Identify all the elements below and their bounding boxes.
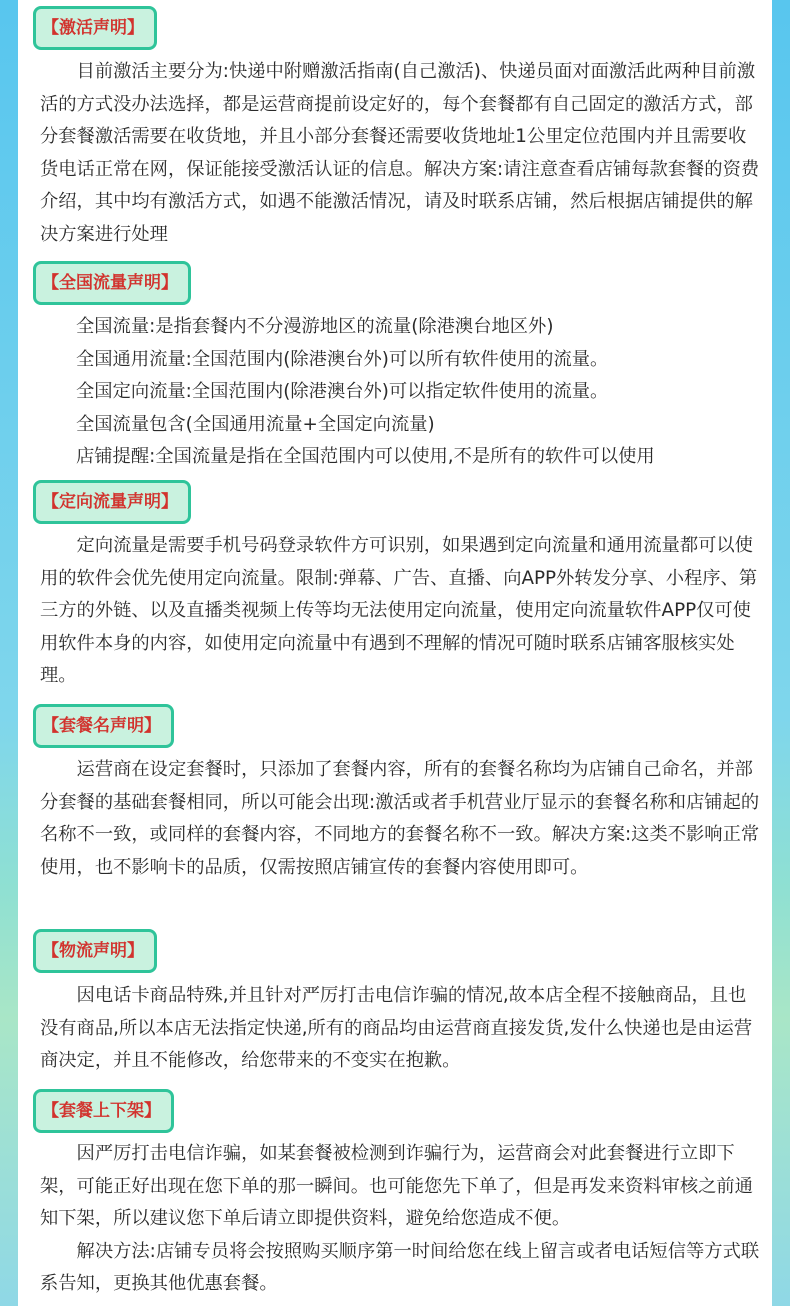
national-line-2: 全国通用流量:全国范围内(除港澳台外)可以所有软件使用的流量。 xyxy=(76,348,609,370)
plan-name-body: 运营商在设定套餐时，只添加了套餐内容，所有的套餐名称均为店铺自己命名，并部分套餐的基础套餐相同，所以可能会出现:激活或者手机营业厅显示的套餐名称和店铺起的名称不一致，或同样的套餐内容，不同地方的套餐名称不一致。解决方案:这类不影响正常使用，也不影响卡的品质，仅需按照店铺宣传的套餐内容使用即可。 xyxy=(40,759,760,878)
section-title-logistics: 【物流声明】 xyxy=(33,929,157,973)
logistics-body: 因电话卡商品特殊,并且针对严厉打击电信诈骗的情况,故本店全程不接触商品，且也没有商品,所以本店无法指定快递,所有的商品均由运营商直接发货,发什么快递也是由运营商决定，并且不能修改，给您带来的不变实在抱歉。 xyxy=(40,985,753,1071)
activation-body: 目前激活主要分为:快递中附赠激活指南(自己激活)、快递员面对面激活此两种目前激活的方式没办法选择，都是运营商提前设定好的，每个套餐都有自己固定的激活方式，部分套餐激活需要在收货地，并且小部分套餐还需要收货地址1公里定位范围内并且需要收货电话正常在网，保证能接受激活认证的信息。解决方案:请注意查看店铺每款套餐的资费介绍，其中均有激活方式，如遇不能激活情况，请及时联系店铺，然后根据店铺提供的解决方案进行处理 xyxy=(40,61,760,245)
national-line-4: 全国流量包含(全国通用流量+全国定向流量) xyxy=(76,413,435,435)
national-line-1: 全国流量:是指套餐内不分漫游地区的流量(除港澳台地区外) xyxy=(76,316,554,337)
section-title-activation: 【激活声明】 xyxy=(33,6,157,50)
national-line-3: 全国定向流量:全国范围内(除港澳台外)可以指定软件使用的流量。 xyxy=(76,381,609,402)
national-line-5: 店铺提醒:全国流量是指在全国范围内可以使用,不是所有的软件可以使用 xyxy=(76,446,655,467)
plan-shelf-body: 因严厉打击电信诈骗，如某套餐被检测到诈骗行为，运营商会对此套餐进行立即下架，可能正好出现在您下单的那一瞬间。也可能您先下单了，但是再发来资料审核之前通知下架，所以建议您下单后请立即提供资料，避免给您造成不便。 解决方法:店铺专员将会按照购买顺序第一时间给您在线上留言或者电话短信等方式联系告知，更换其他优惠套餐。 xyxy=(40,1143,760,1294)
section-title-directed-traffic: 【定向流量声明】 xyxy=(33,480,191,524)
directed-body: 定向流量是需要手机号码登录软件方可识别，如果遇到定向流量和通用流量都可以使用的软件会优先使用定向流量。限制:弹幕、广告、直播、向APP外转发分享、小程序、第三方的外链、以及直播类视频上传等均无法使用定向流量，使用定向流量软件APP仅可使用软件本身的内容，如使用定向流量中有遇到不理解的情况可随时联系店铺客服核实处理。 xyxy=(40,535,758,686)
section-title-national-traffic: 【全国流量声明】 xyxy=(33,261,191,305)
section-title-plan-shelf: 【套餐上下架】 xyxy=(33,1089,174,1133)
section-title-plan-name: 【套餐名声明】 xyxy=(33,704,174,748)
content-panel xyxy=(18,0,772,1306)
